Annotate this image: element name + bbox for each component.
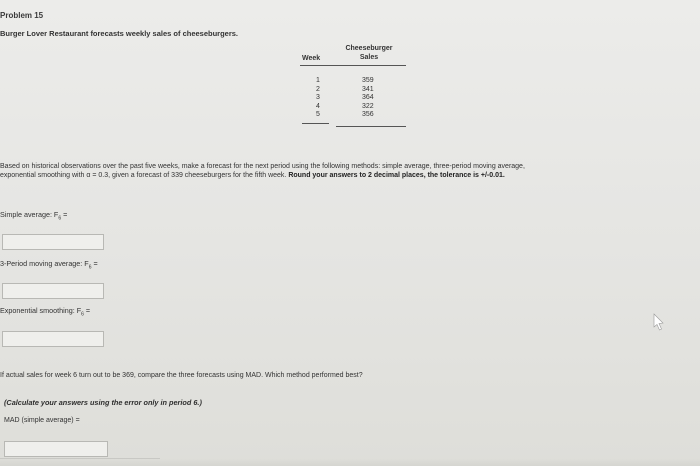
table-bottom-rule-sales — [336, 126, 406, 127]
instructions-text — [0, 162, 700, 180]
instructions-line2 — [0, 171, 700, 180]
moving-average-input[interactable] — [2, 283, 104, 299]
moving-average-sub: 6 — [88, 264, 92, 271]
moving-average-label — [0, 259, 98, 270]
simple-average-label — [0, 210, 67, 221]
cell-sales: 356 — [362, 111, 374, 119]
table-row — [300, 77, 406, 86]
cell-sales: 322 — [362, 102, 374, 110]
exponential-sub: 6 — [81, 311, 84, 318]
simple-average-text: Simple average: F — [0, 210, 59, 219]
moving-average-text: 3-Period moving average: F — [0, 259, 89, 268]
mad-simple-label: MAD (simple average) = — [4, 417, 80, 424]
cell-week: 4 — [316, 102, 320, 110]
moving-average-eq: = — [91, 259, 98, 268]
cell-week: 2 — [316, 85, 320, 93]
exponential-text: Exponential smoothing: F — [0, 306, 82, 315]
instructions-line1: Based on historical observations over the past five weeks, make a forecast for the next period using the following methods: simple average, three-period moving average, — [0, 163, 525, 170]
cell-sales: 341 — [362, 85, 374, 93]
table-body — [300, 66, 406, 120]
table-row — [300, 111, 406, 120]
simple-average-input[interactable] — [2, 234, 104, 250]
calc-note: (Calculate your answers using the error only in period 6.) — [4, 398, 202, 407]
table-row — [300, 86, 406, 95]
problem-title: Problem 15 — [0, 11, 44, 20]
table-row — [300, 94, 406, 103]
header-sales-line2: Sales — [359, 54, 379, 61]
mad-question: If actual sales for week 6 turn out to be 369, compare the three forecasts using MAD. Which method performed best? — [0, 372, 363, 379]
mad-simple-input[interactable] — [4, 441, 108, 457]
page-bottom-line — [0, 458, 160, 459]
cell-week: 1 — [316, 77, 320, 84]
cell-week: 5 — [316, 111, 320, 119]
exponential-input[interactable] — [2, 331, 104, 347]
simple-average-eq: = — [61, 210, 68, 219]
header-sales-line1: Cheeseburger — [345, 45, 393, 52]
problem-intro: Burger Lover Restaurant forecasts weekly sales of cheeseburgers. — [0, 29, 239, 38]
table-bottom-rule-week — [302, 123, 329, 124]
table-header-row — [300, 44, 406, 66]
page-bottom-edge — [0, 458, 700, 466]
cell-week: 3 — [316, 94, 320, 102]
simple-average-sub: 6 — [58, 215, 62, 222]
instructions-line2-bold: Round your answers to 2 decimal places, the tolerance is +/-0.01. — [288, 172, 505, 179]
table-row — [300, 103, 406, 112]
instructions-line2-plain: exponential smoothing with α = 0.3, given a forecast of 339 cheeseburgers for the fifth week. — [0, 172, 287, 179]
sales-table — [300, 44, 406, 120]
exponential-eq: = — [83, 306, 91, 315]
cell-sales: 364 — [362, 94, 374, 102]
header-week: Week — [302, 55, 321, 62]
header-sales — [332, 44, 406, 62]
exponential-label — [0, 306, 90, 317]
cell-sales: 359 — [362, 77, 374, 84]
